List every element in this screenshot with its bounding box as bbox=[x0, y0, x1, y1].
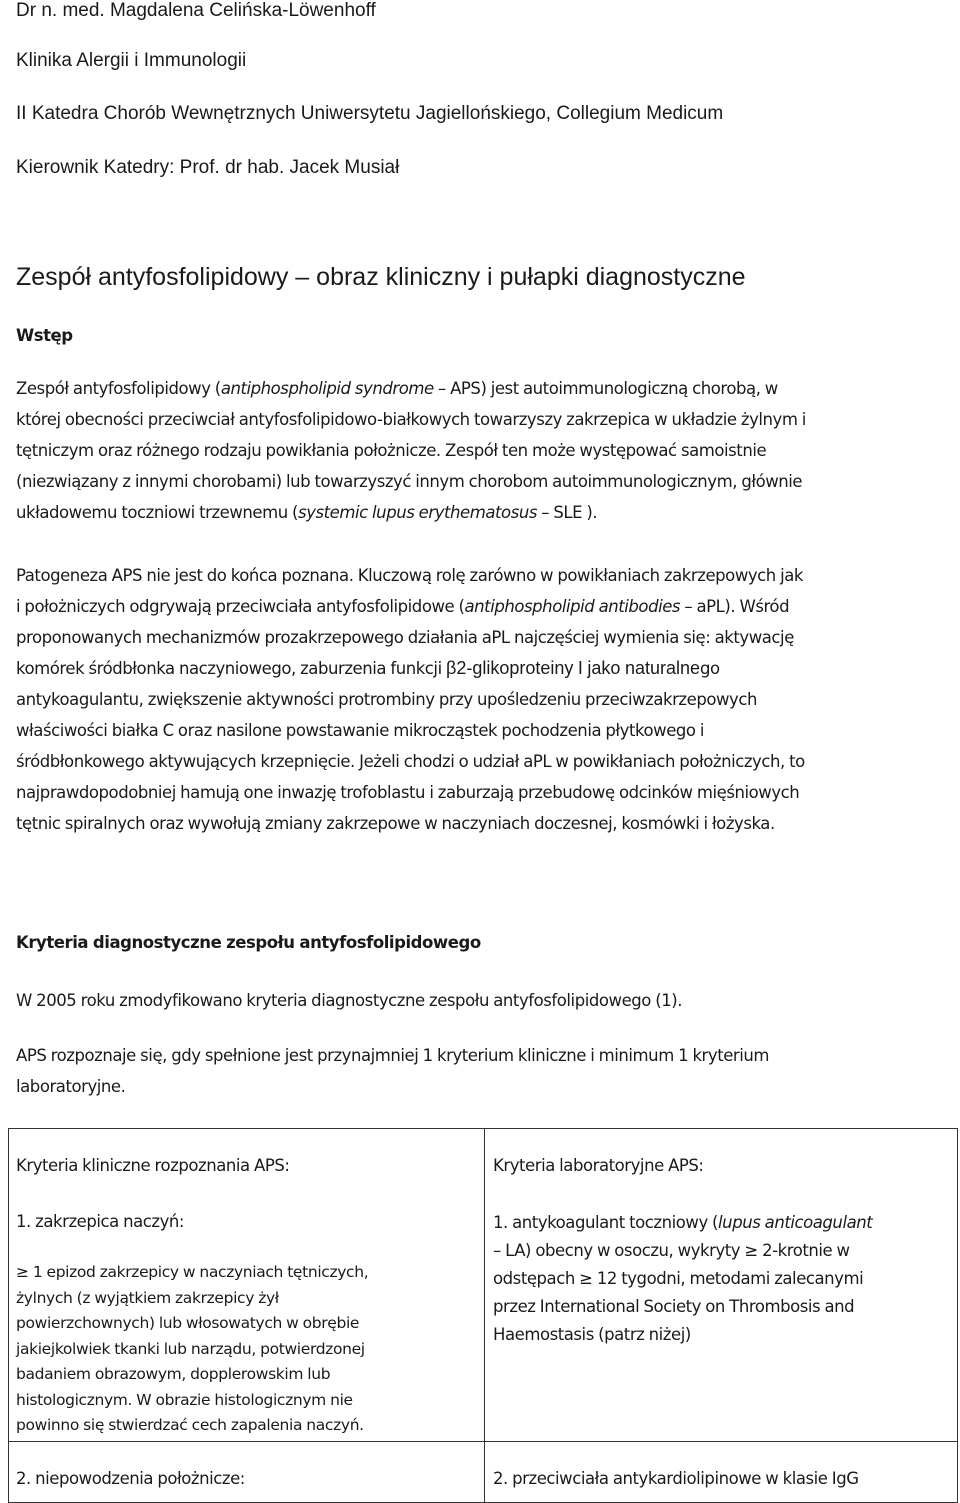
text-line: układowemu toczniowi trzewnemu (systemic lupus erythematosus – SLE ). bbox=[16, 503, 598, 522]
text-line: Patogeneza APS nie jest do końca poznana. Kluczową rolę zarówno w powikłaniach zakrzepowych jak bbox=[16, 566, 804, 585]
laboratory-item-2-title: 2. przeciwciała antykardiolipinowe w klasie IgG bbox=[493, 1469, 859, 1488]
document-title: Zespół antyfosfolipidowy – obraz kliniczny i pułapki diagnostyczne bbox=[16, 263, 746, 291]
clinical-criteria-cell bbox=[9, 1129, 485, 1442]
clinical-criteria-cell-2 bbox=[9, 1442, 485, 1503]
clinical-criteria-header: Kryteria kliniczne rozpoznania APS: bbox=[16, 1156, 290, 1175]
department-head-line: Kierownik Katedry: Prof. dr hab. Jacek Musiał bbox=[16, 157, 400, 178]
section-heading-criteria: Kryteria diagnostyczne zespołu antyfosfolipidowego bbox=[16, 933, 481, 952]
text-line: przez International Society on Thrombosis and bbox=[493, 1297, 855, 1316]
text-line: proponowanych mechanizmów prozakrzepowego działania aPL najczęściej wymienia się: aktywację bbox=[16, 628, 794, 647]
text-line: śródbłonkowego aktywujących krzepnięcie. Jeżeli chodzi o udział aPL w powikłaniach położniczych, to bbox=[16, 752, 805, 771]
section-heading-intro: Wstęp bbox=[16, 326, 73, 345]
text-line: Haemostasis (patrz niżej) bbox=[493, 1325, 691, 1344]
text-line: właściwości białka C oraz nasilone powstawanie mikrocząstek pochodzenia płytkowego i bbox=[16, 721, 705, 740]
text-line: i położniczych odgrywają przeciwciała antyfosfolipidowe (antiphospholipid antibodies – aPL). Wśród bbox=[16, 597, 790, 616]
clinical-item-1-text bbox=[16, 1260, 368, 1439]
criteria-paragraph-1: W 2005 roku zmodyfikowano kryteria diagnostyczne zespołu antyfosfolipidowego (1). bbox=[16, 991, 683, 1010]
clinical-item-1-title: 1. zakrzepica naczyń: bbox=[16, 1212, 185, 1231]
text-line: histologicznym. W obrazie histologicznym nie bbox=[16, 1390, 353, 1409]
text-line: tętniczym oraz różnego rodzaju powikłania położnicze. Zespół ten może występować samoistnie bbox=[16, 441, 767, 460]
text-line: laboratoryjne. bbox=[16, 1077, 126, 1096]
criteria-paragraph-2 bbox=[16, 1040, 960, 1102]
text-line: której obecności przeciwciał antyfosfolipidowo-białkowych towarzyszy zakrzepica w układzie żylnym i bbox=[16, 410, 806, 429]
laboratory-criteria-cell-2 bbox=[485, 1442, 958, 1503]
text-line: żylnych (z wyjątkiem zakrzepicy żył bbox=[16, 1288, 279, 1307]
text-line: APS rozpoznaje się, gdy spełnione jest przynajmniej 1 kryterium kliniczne i minimum 1 kryterium bbox=[16, 1046, 770, 1065]
text-line: Zespół antyfosfolipidowy (antiphospholipid syndrome – APS) jest autoimmunologiczną chorobą, w bbox=[16, 379, 778, 398]
clinical-item-2-title: 2. niepowodzenia położnicze: bbox=[16, 1469, 245, 1488]
text-line: jakiejkolwiek tkanki lub narządu, potwierdzonej bbox=[16, 1339, 365, 1358]
text-line: powinno się stwierdzać cech zapalenia naczyń. bbox=[16, 1416, 364, 1434]
department-line: II Katedra Chorób Wewnętrznych Uniwersytetu Jagiellońskiego, Collegium Medicum bbox=[16, 103, 724, 124]
author-line: Dr n. med. Magdalena Celińska-Löwenhoff bbox=[16, 0, 376, 21]
text-line: tętnic spiralnych oraz wywołują zmiany zakrzepowe w naczyniach doczesnej, kosmówki i łożyska. bbox=[16, 814, 775, 833]
text-line: najprawdopodobniej hamują one inwazję trofoblastu i zaburzają przebudowę odcinków mięśniowych bbox=[16, 783, 800, 802]
text-line: powierzchownych) lub włosowatych w obrębie bbox=[16, 1314, 360, 1332]
criteria-table bbox=[8, 1128, 958, 1503]
laboratory-item-1-text bbox=[493, 1209, 872, 1349]
text-line: ≥ 1 epizod zakrzepicy w naczyniach tętniczych, bbox=[16, 1263, 369, 1281]
text-line: 1. antykoagulant toczniowy (lupus anticoagulant bbox=[493, 1213, 873, 1232]
text-line: odstępach ≥ 12 tygodni, metodami zalecanymi bbox=[493, 1269, 864, 1288]
text-line: (niezwiązany z innymi chorobami) lub towarzyszyć innym chorobom autoimmunologicznym, głównie bbox=[16, 472, 803, 491]
text-line: – LA) obecny w osoczu, wykryty ≥ 2-krotnie w bbox=[493, 1241, 850, 1260]
laboratory-criteria-cell bbox=[485, 1129, 958, 1442]
intro-paragraph-1 bbox=[16, 373, 960, 528]
laboratory-criteria-header: Kryteria laboratoryjne APS: bbox=[493, 1156, 704, 1175]
clinic-line: Klinika Alergii i Immunologii bbox=[16, 50, 247, 71]
text-line: komórek śródbłonka naczyniowego, zaburzenia funkcji β2-glikoproteiny I jako naturalnego bbox=[16, 658, 720, 678]
text-line: badaniem obrazowym, dopplerowskim lub bbox=[16, 1365, 331, 1383]
text-line: antykoagulantu, zwiększenie aktywności protrombiny przy upośledzeniu przeciwzakrzepowych bbox=[16, 690, 758, 709]
intro-paragraph-2 bbox=[16, 560, 960, 839]
